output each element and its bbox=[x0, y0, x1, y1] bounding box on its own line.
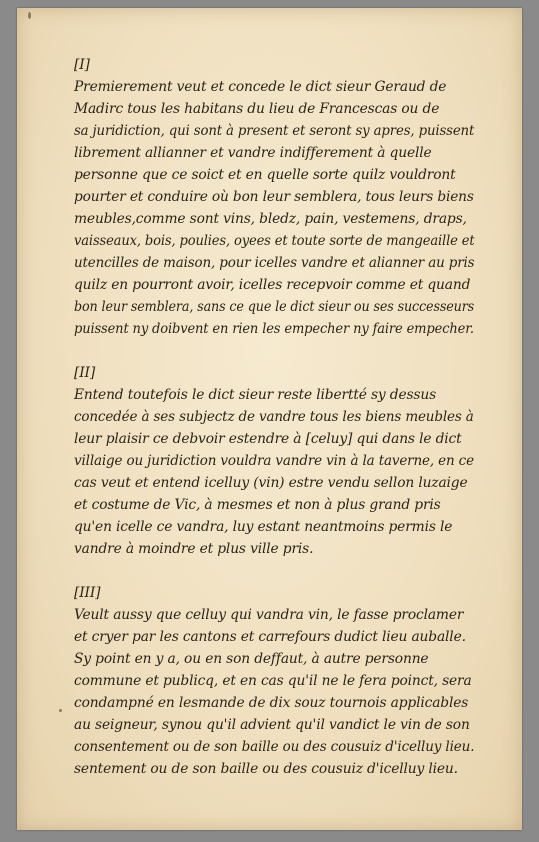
text-line: condampné en lesmande de dix souz tournois applicables bbox=[74, 695, 469, 711]
text-line: commune et publicq, et en cas qu'il ne le fera poinct, sera bbox=[74, 673, 472, 689]
text-line: sentement ou de son baille ou des cousuiz d'icelluy lieu. bbox=[74, 761, 458, 777]
ink-spot bbox=[28, 12, 31, 19]
text-line: au seigneur, synou qu'il advient qu'il vandict le vin de son bbox=[74, 717, 470, 733]
text-line: Entend toutefois le dict sieur reste libertté sy dessus bbox=[74, 387, 437, 403]
section-2 bbox=[74, 362, 474, 560]
text-line: Madirc tous les habitans du lieu de Francescas ou de bbox=[74, 101, 440, 117]
text-line: qu'en icelle ce vandra, luy estant neantmoins permis le bbox=[74, 519, 453, 535]
parchment-page bbox=[17, 8, 522, 830]
text-line: Premierement veut et concede le dict sieur Geraud de bbox=[74, 79, 447, 95]
text-line: et costume de Vic, à mesmes et non à plus grand pris bbox=[74, 497, 441, 513]
text-line: cas veut et entend icelluy (vin) estre vendu sellon luzaige bbox=[74, 475, 468, 491]
text-line: pourter et conduire où bon leur semblera, tous leurs biens bbox=[74, 189, 474, 205]
text-line: vaisseaux, bois, poulies, oyees et toute sorte de mangeaille et bbox=[74, 233, 475, 249]
section-1 bbox=[74, 54, 474, 340]
text-line: consentement ou de son baille ou des cousuiz d'icelluy lieu. bbox=[74, 739, 475, 755]
text-line: utencilles de maison, pour icelles vandre et alianner au pris bbox=[74, 255, 475, 271]
text-line: sa juridiction, qui sont à present et seront sy apres, puissent bbox=[74, 123, 475, 139]
text-line: Sy point en y a, ou en son deffaut, à autre personne bbox=[74, 651, 429, 667]
text-line: puissent ny doibvent en rien les empecher ny faire empecher. bbox=[74, 321, 474, 337]
section-number: [II] bbox=[74, 365, 96, 381]
text-line: personne que ce soict et en quelle sorte quilz vouldront bbox=[74, 167, 456, 183]
text-line: vandre à moindre et plus ville pris. bbox=[74, 541, 314, 557]
text-line: bon leur semblera, sans ce que le dict sieur ou ses successeurs bbox=[74, 299, 475, 315]
text-line: Veult aussy que celluy qui vandra vin, le fasse proclamer bbox=[74, 607, 464, 623]
section-3 bbox=[74, 582, 474, 780]
text-line: librement allianner et vandre indifferement à quelle bbox=[74, 145, 432, 161]
text-line: et cryer par les cantons et carrefours dudict lieu auballe. bbox=[74, 629, 466, 645]
text-line: quilz en pourront avoir, icelles recepvoir comme et quand bbox=[74, 277, 471, 293]
text-line: meubles,comme sont vins, bledz, pain, vestemens, draps, bbox=[74, 211, 467, 227]
text-line: concedée à ses subjectz de vandre tous les biens meubles à bbox=[74, 409, 474, 425]
text-line: leur plaisir ce debvoir estendre à [celuy] qui dans le dict bbox=[74, 431, 462, 447]
document-text bbox=[74, 54, 474, 802]
section-number: [III] bbox=[74, 585, 101, 601]
text-line: villaige ou juridiction vouldra vandre vin à la taverne, en ce bbox=[74, 453, 474, 469]
ink-spot bbox=[59, 709, 62, 712]
section-number: [I] bbox=[74, 57, 90, 73]
